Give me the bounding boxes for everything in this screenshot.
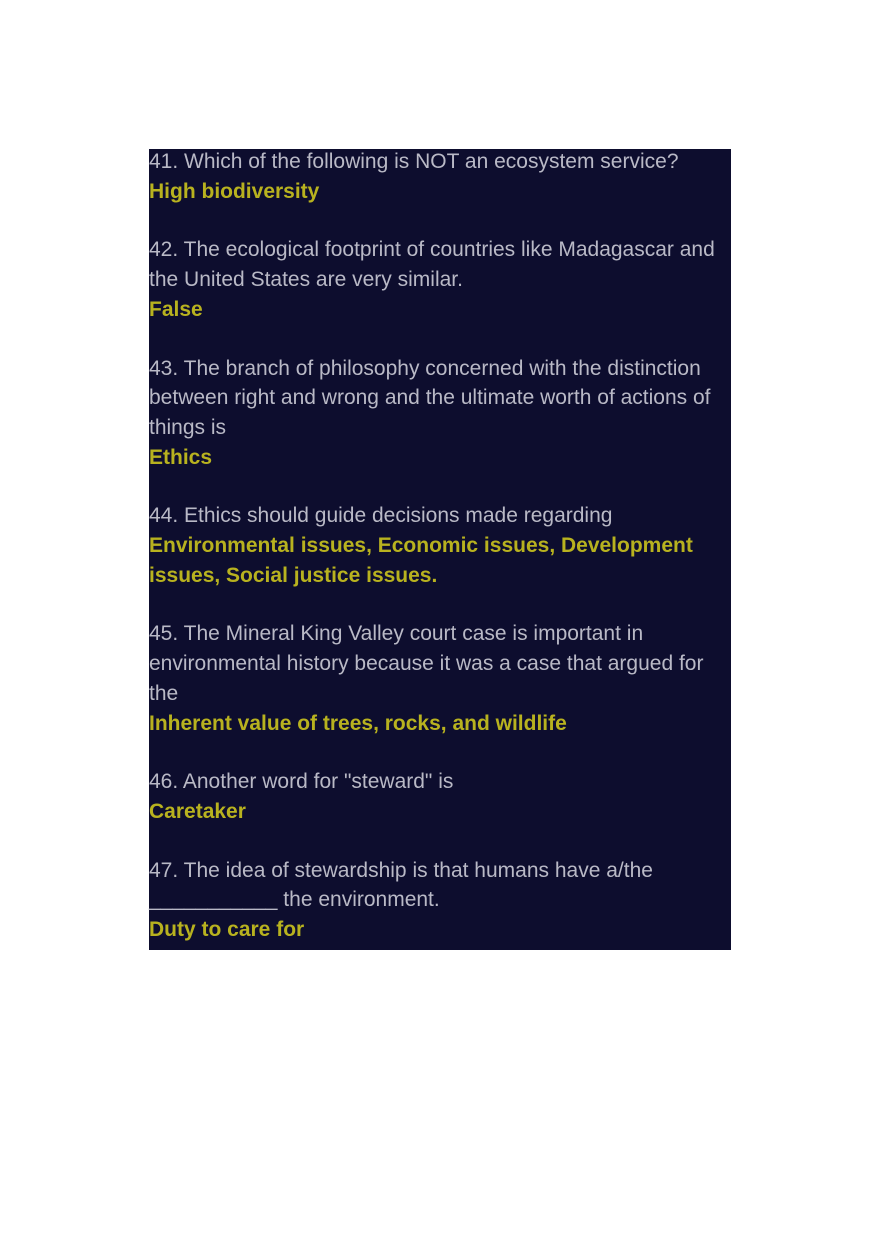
answer-text: Ethics xyxy=(149,445,213,469)
answer-text: High biodiversity xyxy=(149,179,320,203)
qa-item-45 xyxy=(149,619,731,738)
answer-text: Duty to care for xyxy=(149,918,305,942)
question-text: 47. The idea of stewardship is that humans have a/the ___________ the environment. xyxy=(149,858,653,912)
qa-panel xyxy=(149,149,731,950)
question-text: 44. Ethics should guide decisions made regarding xyxy=(149,504,613,528)
qa-item-46 xyxy=(149,767,731,826)
answer-text: Inherent value of trees, rocks, and wildlife xyxy=(149,711,567,735)
question-text: 43. The branch of philosophy concerned with the distinction between right and wrong and the ultimate worth of actions of things is xyxy=(149,356,711,439)
question-text: 42. The ecological footprint of countries like Madagascar and the United States are very similar. xyxy=(149,238,715,292)
question-text: 46. Another word for "steward" is xyxy=(149,770,454,794)
question-text: 41. Which of the following is NOT an ecosystem service? xyxy=(149,150,679,173)
qa-item-44 xyxy=(149,501,731,590)
answer-text: Environmental issues, Economic issues, Development issues, Social justice issues. xyxy=(149,534,693,587)
answer-text: Caretaker xyxy=(149,799,246,823)
qa-item-41 xyxy=(149,147,731,206)
qa-item-43 xyxy=(149,354,731,473)
qa-item-47 xyxy=(149,856,731,945)
answer-text: False xyxy=(149,297,203,321)
question-text: 45. The Mineral King Valley court case is important in environmental history because it was a case that argued for the xyxy=(149,622,704,705)
qa-list xyxy=(149,147,731,945)
qa-item-42 xyxy=(149,235,731,324)
